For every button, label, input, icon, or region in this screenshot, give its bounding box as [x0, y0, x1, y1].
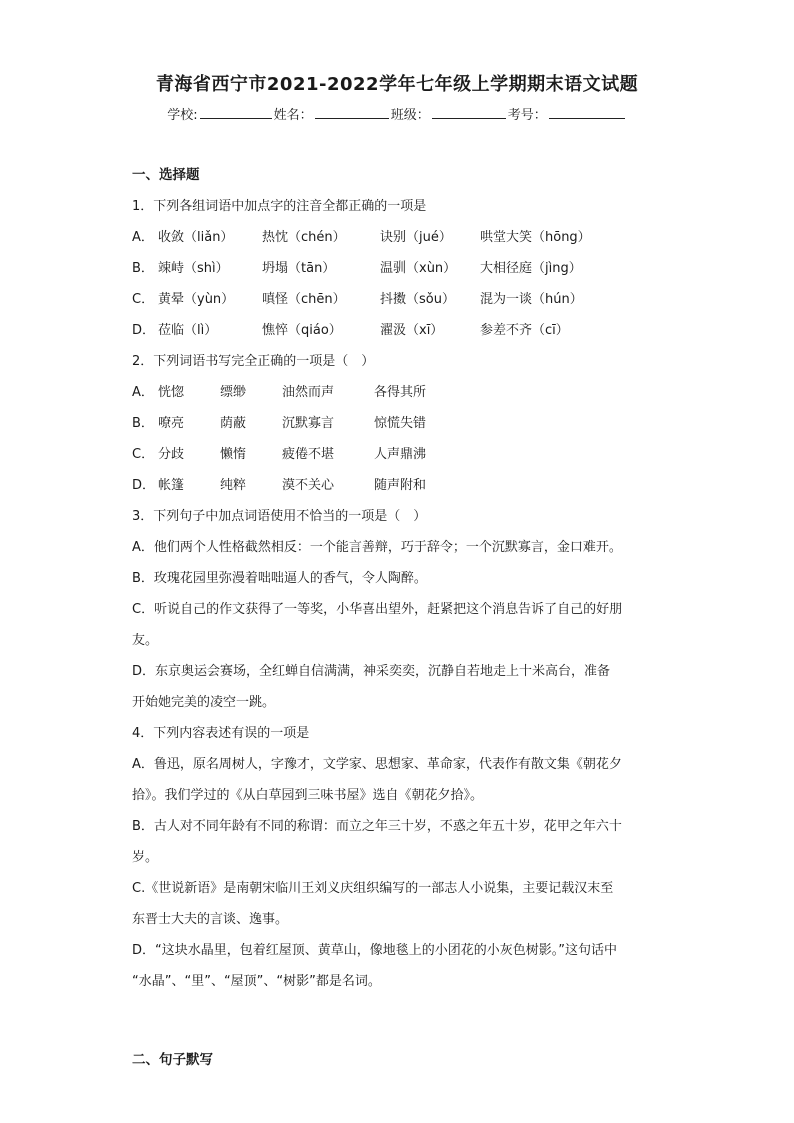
question-1-option-a: A． 收敛（liǎn） 热忱（chén） 诀别（jué） 哄堂大笑（hōng）: [132, 230, 591, 245]
question-1-option-b: B． 竦峙（shì） 坍塌（tān） 温驯（xùn） 大相径庭（jìng）: [132, 261, 582, 276]
name-label: 姓名：: [273, 108, 313, 123]
school-blank[interactable]: [200, 106, 272, 119]
class-label: 班级：: [390, 108, 430, 123]
student-info-line: [0, 104, 794, 123]
question-3-option-d-line-1: D．东京奥运会赛场，全红蝉自信满满，神采奕奕，沉静自若地走上十米高台，准备: [132, 664, 611, 679]
number-blank[interactable]: [549, 106, 625, 119]
question-2-option-c: C． 分歧 懒惰 疲倦不堪 人声鼎沸: [132, 447, 427, 462]
question-4-option-c-line-2: 东晋士大夫的言谈、逸事。: [132, 912, 289, 927]
question-4-option-b-line-2: 岁。: [132, 850, 159, 865]
school-label: 学校:: [167, 108, 198, 123]
question-4-option-c-line-1: C.《世说新语》是南朝宋临川王刘义庆组织编写的一部志人小说集，主要记载汉末至: [132, 881, 614, 896]
question-4-option-d-line-1: D．“这块水晶里，包着红屋顶、黄草山，像地毯上的小团花的小灰色树影。”这句话中: [132, 943, 617, 958]
question-3-option-c-line-1: C．听说自己的作文获得了一等奖，小华喜出望外，赶紧把这个消息告诉了自己的好朋: [132, 602, 623, 617]
question-4-option-a-line-1: A．鲁迅，原名周树人，字豫才，文学家、思想家、革命家，代表作有散文集《朝花夕: [132, 757, 622, 772]
class-blank[interactable]: [432, 106, 506, 119]
question-2-option-a: A． 恍惚 缥缈 油然而声 各得其所: [132, 385, 427, 400]
section-gap: [132, 997, 672, 1045]
question-3-stem: 3．下列句子中加点词语使用不恰当的一项是（ ）: [132, 509, 427, 524]
question-1-stem: 1．下列各组词语中加点字的注音全都正确的一项是: [132, 199, 427, 214]
section-heading-recitation: 二、句子默写: [132, 1052, 213, 1068]
question-2-option-d: D． 帐篷 纯粹 漠不关心 随声附和: [132, 478, 427, 493]
page-title: 青海省西宁市2021-2022学年七年级上学期期末语文试题: [155, 74, 639, 95]
question-3-option-a: A．他们两个人性格截然相反：一个能言善辩，巧于辞令；一个沉默寡言，金口难开。: [132, 540, 622, 555]
question-1-option-d: D． 莅临（lì） 憔悴（qiáo） 濯汲（xī） 参差不齐（cī）: [132, 323, 569, 338]
name-blank[interactable]: [315, 106, 389, 119]
section-heading-choice: 一、选择题: [132, 167, 200, 183]
exam-content: [132, 160, 672, 1076]
question-4-option-d-line-2: “水晶”、“里”、“屋顶”、“树影”都是名词。: [132, 974, 381, 989]
number-label: 考号：: [507, 108, 547, 123]
question-2-stem: 2．下列词语书写完全正确的一项是（ ）: [132, 354, 375, 369]
question-1-option-c: C． 黄晕（yùn） 嗔怪（chēn） 抖擞（sǒu） 混为一谈（hún）: [132, 292, 583, 307]
question-3-option-c-line-2: 友。: [132, 633, 159, 648]
question-4-option-a-line-2: 拾》。我们学过的《从白草园到三味书屋》选自《朝花夕拾》。: [132, 788, 484, 803]
question-2-option-b: B． 嘹亮 荫蔽 沉默寡言 惊慌失错: [132, 416, 427, 431]
question-4-option-b-line-1: B．古人对不同年龄有不同的称谓：而立之年三十岁，不惑之年五十岁，花甲之年六十: [132, 819, 622, 834]
question-3-option-b: B．玫瑰花园里弥漫着咄咄逼人的香气，令人陶醉。: [132, 571, 427, 586]
question-4-stem: 4．下列内容表述有误的一项是: [132, 726, 310, 741]
question-3-option-d-line-2: 开始她完美的凌空一跳。: [132, 695, 276, 710]
